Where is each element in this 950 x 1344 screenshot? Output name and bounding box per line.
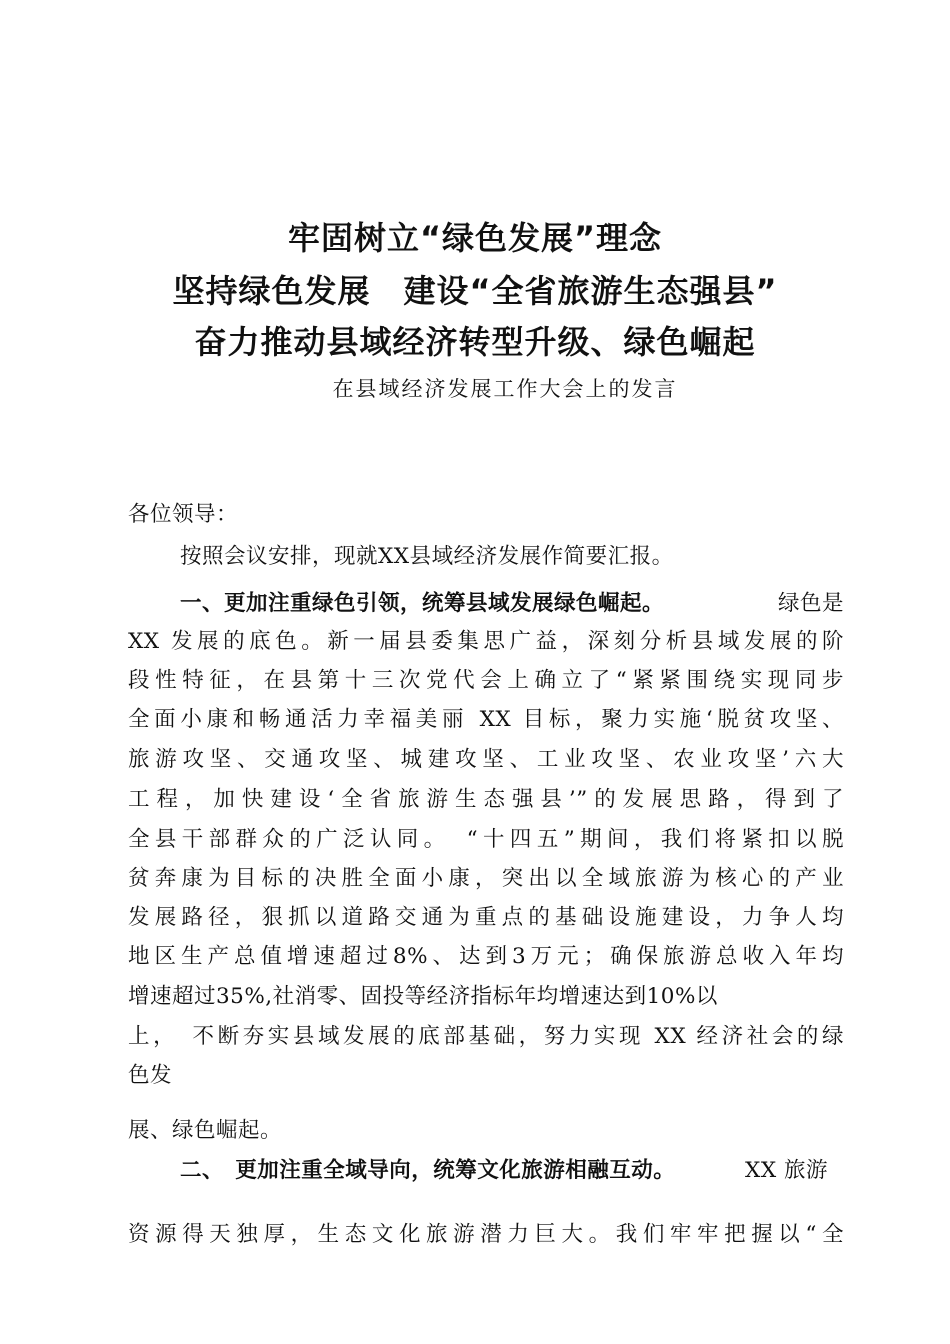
title-line-1: 牢固树立“绿色发展”理念 bbox=[287, 219, 663, 257]
section-1-line: 工程，加快建设‘全省旅游生态强县’”的发展思路，得到了 bbox=[128, 787, 844, 812]
intro-paragraph: 按照会议安排，现就XX县域经济发展作简要汇报。 bbox=[180, 544, 674, 569]
section-1-line: 段性特征，在县第十三次党代会上确立了“紧紧围绕实现同步 bbox=[128, 668, 844, 693]
section-1-line: 展、绿色崛起。 bbox=[128, 1118, 283, 1143]
section-1-line: 全县干部群众的广泛认同。 “十四五”期间，我们将紧扣以脱 bbox=[128, 827, 844, 852]
title-line-3: 奋力推动县域经济转型升级、绿色崛起 bbox=[194, 323, 756, 361]
section-1-lead: 绿色是 bbox=[777, 591, 844, 616]
subtitle: 在县域经济发展工作大会上的发言 bbox=[332, 377, 678, 401]
section-1-line: 旅游攻坚、交通攻坚、城建攻坚、工业攻坚、农业攻坚’六大 bbox=[128, 747, 844, 772]
section-1-line: 上， 不断夯实县域发展的底部基础，努力实现 XX 经济社会的绿 bbox=[128, 1024, 844, 1049]
section-1-line: 色发 bbox=[128, 1063, 173, 1088]
section-2-line: 资源得天独厚，生态文化旅游潜力巨大。我们牢牢把握以“全 bbox=[128, 1222, 844, 1247]
title-line-2: 坚持绿色发展 建设“全省旅游生态强县” bbox=[172, 272, 778, 310]
section-1-line: 增速超过35%,社消零、固投等经济指标年均增速达到10%以 bbox=[128, 984, 718, 1009]
section-1-line: 地区生产总值增速超过8%、达到3万元；确保旅游总收入年均 bbox=[128, 944, 844, 969]
salutation: 各位领导： bbox=[128, 502, 239, 527]
section-1-first-line bbox=[180, 589, 844, 619]
section-2-first-line bbox=[180, 1156, 828, 1186]
section-1-line: 全面小康和畅通活力幸福美丽 XX 目标，聚力实施‘脱贫攻坚、 bbox=[128, 707, 844, 732]
section-2-heading: 二、 更加注重全域导向，统筹文化旅游相融互动。 bbox=[180, 1158, 676, 1183]
section-1-line: 贫奔康为目标的决胜全面小康，突出以全域旅游为核心的产业 bbox=[128, 866, 844, 891]
section-1-line: XX 发展的底色。新一届县委集思广益，深刻分析县域发展的阶 bbox=[128, 629, 844, 654]
section-1-heading: 一、更加注重绿色引领，统筹县域发展绿色崛起。 bbox=[180, 591, 665, 616]
section-1-line: 发展路径，狠抓以道路交通为重点的基础设施建设，力争人均 bbox=[128, 905, 844, 930]
section-2-lead: XX 旅游 bbox=[745, 1158, 828, 1183]
